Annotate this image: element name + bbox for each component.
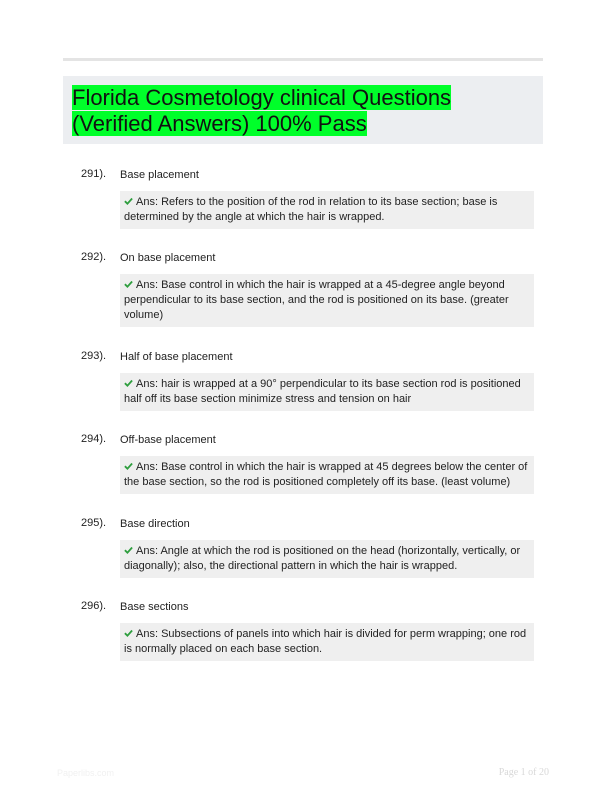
answer-text: Base control in which the hair is wrapped at a 45-degree angle beyond perpendicular to its base section, and the rod is positioned on its base. (greater volume) (124, 279, 509, 321)
question-text: Off-base placement (120, 434, 216, 446)
answer-prefix: Ans: (136, 196, 159, 208)
answer-prefix: Ans: (136, 545, 159, 557)
question-number: 291). (81, 168, 107, 180)
question-number: 295). (81, 517, 107, 529)
answer-box (120, 274, 534, 327)
check-icon (124, 379, 133, 387)
answer-text: hair is wrapped at a 90° perpendicular to its base section rod is positioned half off its base section minimize stress and tension on hair (124, 378, 521, 405)
question-number: 294). (81, 433, 107, 445)
answer-text: Angle at which the rod is positioned on the head (horizontally, vertically, or diagonally); also, the directional pattern in which the hair is wrapped. (124, 545, 521, 572)
answer-box (120, 540, 534, 578)
question-text: Base direction (120, 518, 190, 530)
footer-page-number: Page 1 of 20 (498, 767, 549, 778)
answer-box (120, 191, 534, 229)
top-divider (63, 58, 543, 61)
check-icon (124, 280, 133, 288)
question-text: On base placement (120, 252, 216, 264)
footer-site-watermark: Paperlibs.com (57, 768, 115, 778)
question-number: 293). (81, 350, 107, 362)
check-icon (124, 462, 133, 470)
answer-box (120, 373, 534, 411)
question-text: Base sections (120, 601, 189, 613)
question-number: 296). (81, 600, 107, 612)
answer-prefix: Ans: (136, 279, 159, 291)
answer-text: Subsections of panels into which hair is divided for perm wrapping; one rod is normally placed on each base section. (124, 628, 527, 655)
title-banner (63, 76, 543, 144)
answer-prefix: Ans: (136, 628, 159, 640)
question-text: Base placement (120, 169, 199, 181)
document-title (72, 85, 534, 137)
answer-text: Refers to the position of the rod in relation to its base section; base is determined by the angle at which the hair is wrapped. (124, 196, 498, 223)
answer-text: Base control in which the hair is wrapped at 45 degrees below the center of the base section, so the rod is positioned completely off its base. (least volume) (124, 461, 528, 488)
question-text: Half of base placement (120, 351, 233, 363)
check-icon (124, 629, 133, 637)
answer-box (120, 623, 534, 661)
title-highlight: Florida Cosmetology clinical Questions (Verified Answers) 100% Pass (72, 85, 452, 136)
answer-box (120, 456, 534, 494)
answer-prefix: Ans: (136, 461, 159, 473)
question-number: 292). (81, 251, 107, 263)
check-icon (124, 546, 133, 554)
check-icon (124, 197, 133, 205)
answer-prefix: Ans: (136, 378, 159, 390)
